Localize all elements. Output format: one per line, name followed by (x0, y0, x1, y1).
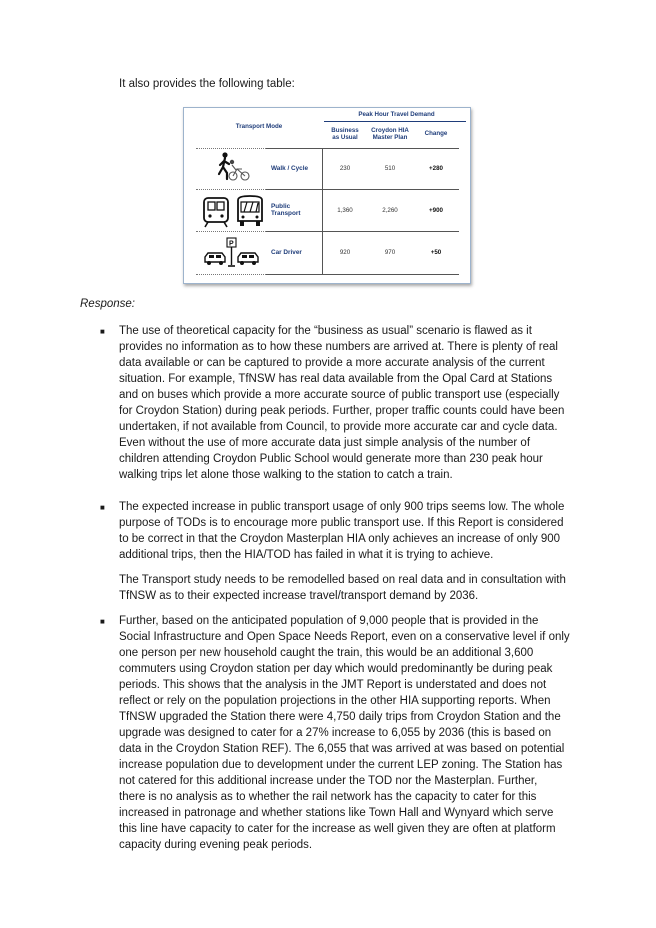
row-line-dotted (196, 148, 266, 149)
change-walk-cycle: +280 (429, 165, 443, 172)
text-line: Further, based on the anticipated population of 9,000 people that is provided in the (119, 615, 539, 627)
mode-public-transport: Public Transport (271, 203, 301, 218)
text-line: one person per new household caught the train, this would be an additional 3,600 (119, 647, 534, 659)
header-change: Change (424, 130, 448, 137)
text-line: increase population due to development under the current LEP zoning. The Station has (119, 759, 563, 771)
response-label: Response: (80, 298, 135, 310)
header-bau: Business as Usual (331, 127, 359, 142)
row-line (266, 274, 459, 275)
bau-public-transport: 1,360 (337, 207, 353, 214)
text-line: children attending Croydon Public School would generate more than 230 peak hour (119, 453, 543, 465)
text-line: periods. This shows that the analysis in the JMT Report is understated and does not (119, 679, 547, 691)
text-line: commuters using Croydon station per day which would predominantly be during peak (119, 663, 553, 675)
text-line: purpose of TODs is to encourage more public transport use. If this Report is considered (119, 517, 564, 529)
text-line: The use of theoretical capacity for the “business as usual” scenario is flawed as it (119, 325, 532, 337)
transport-demand-table (183, 107, 471, 284)
header-underline (324, 121, 466, 122)
bullet-marker: ■ (100, 327, 105, 336)
text-line: additional trips, then the HIA/TOD has failed in what it is trying to achieve. (119, 549, 494, 561)
header-hia: Croydon HIA Master Plan (371, 127, 409, 142)
row-line-dotted (196, 274, 266, 275)
text-line: upgrade was designed to cater for a 27% increase to 6,055 by 2036 (this is based on (119, 727, 552, 739)
column-divider (322, 148, 323, 274)
walk-cycle-icon (216, 152, 252, 182)
bullet-paragraph-3 (119, 613, 579, 853)
text-line: provides no information as to how these numbers are arrived at. There is plenty of real (119, 341, 558, 353)
mode-walk-cycle: Walk / Cycle (271, 165, 309, 172)
mode-car-driver: Car Driver (271, 249, 302, 256)
row-line (266, 231, 459, 232)
text-line: situation. For example, TfNSW has real data available from the Opal Card at Stations (119, 373, 553, 385)
train-bus-icon (202, 195, 266, 229)
bullet-marker: ■ (100, 503, 105, 512)
text-line: there is no analysis as to whether the rail network has the capacity to cater for this (119, 791, 537, 803)
text-line: Social Infrastructure and Open Space Needs Report, even on a conservative level if only (119, 631, 570, 643)
bullet-marker: ■ (100, 617, 105, 626)
text-line: for Croydon Station) during peak periods. Further, proper traffic counts could have been (119, 405, 565, 417)
header-peak-hour: Peak Hour Travel Demand (358, 111, 435, 118)
header-transport-mode: Transport Mode (235, 123, 283, 130)
text-line: walking trips let alone those walking to the station to catch a train. (119, 469, 453, 481)
change-car-driver: +50 (430, 249, 442, 256)
text-line: not catered for this additional increase under the TOD nor the Masterplan. Further, (119, 775, 538, 787)
bullet-paragraph-1 (119, 323, 579, 483)
row-line (266, 148, 459, 149)
text-line: TfNSW as to their expected increase travel/transport demand by 2036. (119, 590, 479, 602)
text-line: TfNSW upgraded the Station there were 4,750 daily trips from Croydon Station and the (119, 711, 561, 723)
svg-text:P: P (229, 240, 234, 248)
car-parking-icon (202, 237, 262, 269)
text-line: data in the Croydon Station REF). The 6,055 that was arrived at was based on potential (119, 743, 565, 755)
row-line-dotted (196, 189, 266, 190)
text-line: undertaken, if not available from Council, to provide more accurate car and cycle data. (119, 421, 558, 433)
text-line: to be correct in that the Croydon Masterplan HIA only achieves an increase of only 900 (119, 533, 561, 545)
text-line: increased in patronage and whether stations like Town Hall and Wynyard which serve (119, 807, 554, 819)
bau-car-driver: 920 (339, 249, 351, 256)
row-line (266, 189, 459, 190)
text-line: data available or can be captured to provide a more accurate analysis of the current (119, 357, 545, 369)
followup-paragraph (119, 572, 579, 604)
text-line: reflect or rely on the population projections in the other HIA supporting reports. When (119, 695, 551, 707)
row-line-dotted (196, 231, 266, 232)
text-line: The expected increase in public transport usage of only 900 trips seems low. The whole (119, 501, 565, 513)
text-line: this line have capacity to cater for the increase as well given they are often at platform (119, 823, 556, 835)
text-line: and on buses which provide a more accurate source of public transport use (especially (119, 389, 560, 401)
text-line: Even without the use of more accurate data just simple analysis of the number of (119, 437, 531, 449)
bullet-paragraph-2 (119, 499, 579, 563)
text-line: capacity during evening peak periods. (119, 839, 313, 851)
bau-walk-cycle: 230 (339, 165, 351, 172)
hia-car-driver: 970 (384, 249, 396, 256)
hia-walk-cycle: 510 (384, 165, 396, 172)
intro-text: It also provides the following table: (119, 78, 295, 90)
change-public-transport: +900 (429, 207, 443, 214)
text-line: The Transport study needs to be remodelled based on real data and in consultation with (119, 574, 566, 586)
hia-public-transport: 2,260 (382, 207, 398, 214)
